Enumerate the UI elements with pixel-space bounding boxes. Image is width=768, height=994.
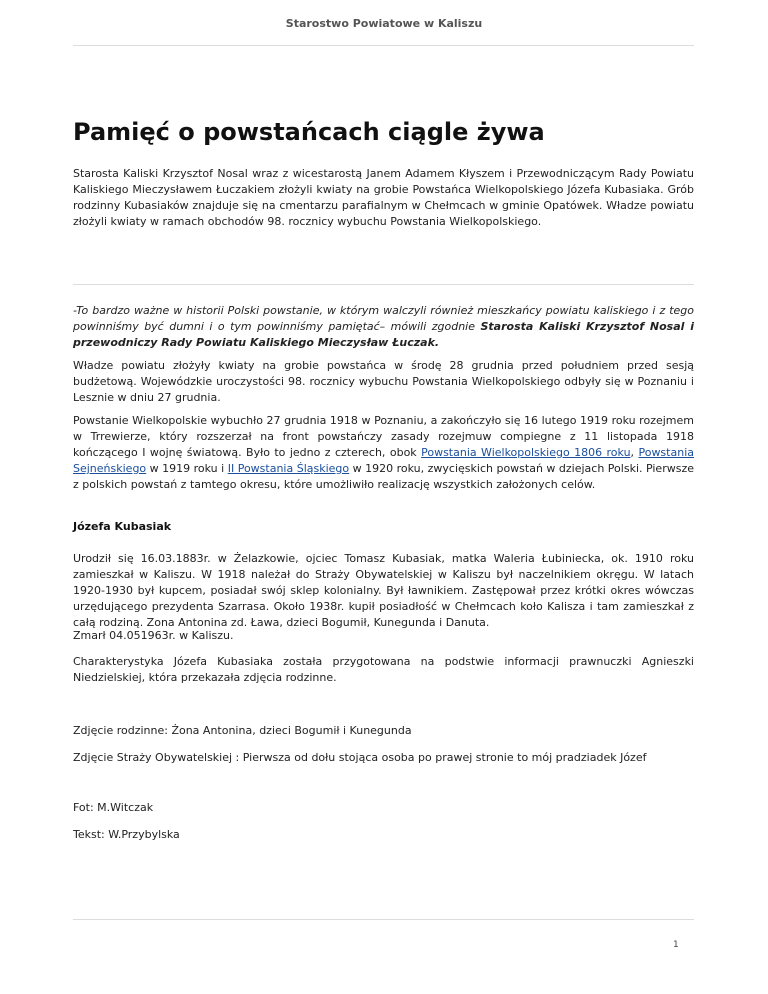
- link-powstanie-sejnenskie[interactable]: Powstania Sejneńskiego: [73, 446, 694, 475]
- photo-caption-guard: Zdjęcie Straży Obywatelskiej : Pierwsza od dołu stojąca osoba po prawej stronie to mój pradziadek Józef: [73, 751, 647, 764]
- bio-paragraph: Urodził się 16.03.1883r. w Żelazkowie, ojciec Tomasz Kubasiak, matka Waleria Łubiniecka, ok. 1910 roku zamieszkał w Kaliszu. W 1918 należał do Straży Obywatelskiej w Kaliszu był naczelnikiem okręgu. W latach 1920-1930 był kupcem, posiadał swój sklep kolonialny. Był ławnikiem. Zastępował przez krótki okres wówczas urzędującego prezydenta Szarrasa. Około 1938r. kupił posiadłość w Chełmcach koło Kalisza i tam zamieszkał z całą rodziną. Zona Antonina zd. Ława, dzieci Bogumił, Kunegunda i Danuta.: [73, 552, 694, 629]
- article-lead: Starosta Kaliski Krzysztof Nosal wraz z wicestarostą Janem Adamem Kłyszem i Przewodniczącym Rady Powiatu Kaliskiego Mieczysławem Łuczakiem złożyli kwiaty na grobie Powstańca Wielkopolskiego Józefa Kubasiaka. Grób rodzinny Kubasiaków znajduje się na cmentarzu parafialnym w Chełmcach w gminie Opatówek. Władze powiatu złożyli kwiaty w ramach obchodów 98. rocznicy wybuchu Powstania Wielkopolskiego.: [73, 167, 694, 228]
- quote-text: -To bardzo ważne w historii Polski powstanie, w którym walczyli również mieszkańcy powiatu kaliskiego i z tego powinniśmy być dumni i o tym powinniśmy pamiętać– mówili zgodnie: [73, 304, 694, 333]
- bio-source: Charakterystyka Józefa Kubasiaka została przygotowana na podstwie informacji prawnuczki Agnieszki Niedzielskiej, która przekazała zdjęcia rodzinne.: [73, 655, 694, 684]
- history-text-1: Powstanie Wielkopolskie wybuchło 27 grudnia 1918 w Poznaniu, a zakończyło się 16 lutego 1919 roku rozejmem w Trrewierze, który rozszerzał na front powstańczy zasady rozejmuw compiegne z 11 listopada 1918 kończącego I wojnę światową. Było to jedno z czterech, obok: [73, 414, 694, 459]
- section-divider: [73, 284, 694, 285]
- history-paragraph: [73, 413, 694, 493]
- quote-paragraph: [73, 303, 694, 351]
- ceremony-paragraph: Władze powiatu złożyły kwiaty na grobie powstańca w środę 28 grudnia przed południem przed sesją budżetową. Wojewódzkie uroczystości 98. rocznicy wybuchu Powstania Wielkopolskiego odbyły się w Poznaniu i Lesznie w dniu 27 grudnia.: [73, 359, 694, 404]
- photo-caption-family: Zdjęcie rodzinne: Żona Antonina, dzieci Bogumił i Kunegunda: [73, 724, 412, 737]
- link-powstanie-slaskie[interactable]: II Powstania Śląskiego: [227, 462, 350, 475]
- quote-speakers: Starosta Kaliski Krzysztof Nosal i przewodniczy Rady Powiatu Kaliskiego Mieczysław Łuczak.: [73, 320, 694, 349]
- article-title: Pamięć o powstańcach ciągle żywa: [73, 118, 545, 146]
- death-date: Zmarł 04.051963r. w Kaliszu.: [73, 629, 234, 642]
- history-text-2: w 1919 roku i: [146, 462, 228, 475]
- history-text-3: w 1920 roku, zwycięskich powstań w dziejach Polski. Pierwsze z polskich powstań z tamtego okresu, które umożliwiło realizację wszystkich założonych celów.: [73, 462, 694, 491]
- footer-divider: [73, 919, 694, 920]
- bio-heading: Józefa Kubasiak: [73, 520, 172, 533]
- header-divider: [73, 45, 694, 46]
- page-number: 1: [673, 940, 679, 950]
- history-separator: ,: [630, 446, 639, 459]
- text-credit: Tekst: W.Przybylska: [73, 828, 180, 841]
- link-powstanie-1806[interactable]: Powstania Wielkopolskiego 1806 roku: [421, 446, 631, 459]
- photo-credit: Fot: M.Witczak: [73, 801, 154, 814]
- page-header: Starostwo Powiatowe w Kaliszu: [285, 17, 483, 30]
